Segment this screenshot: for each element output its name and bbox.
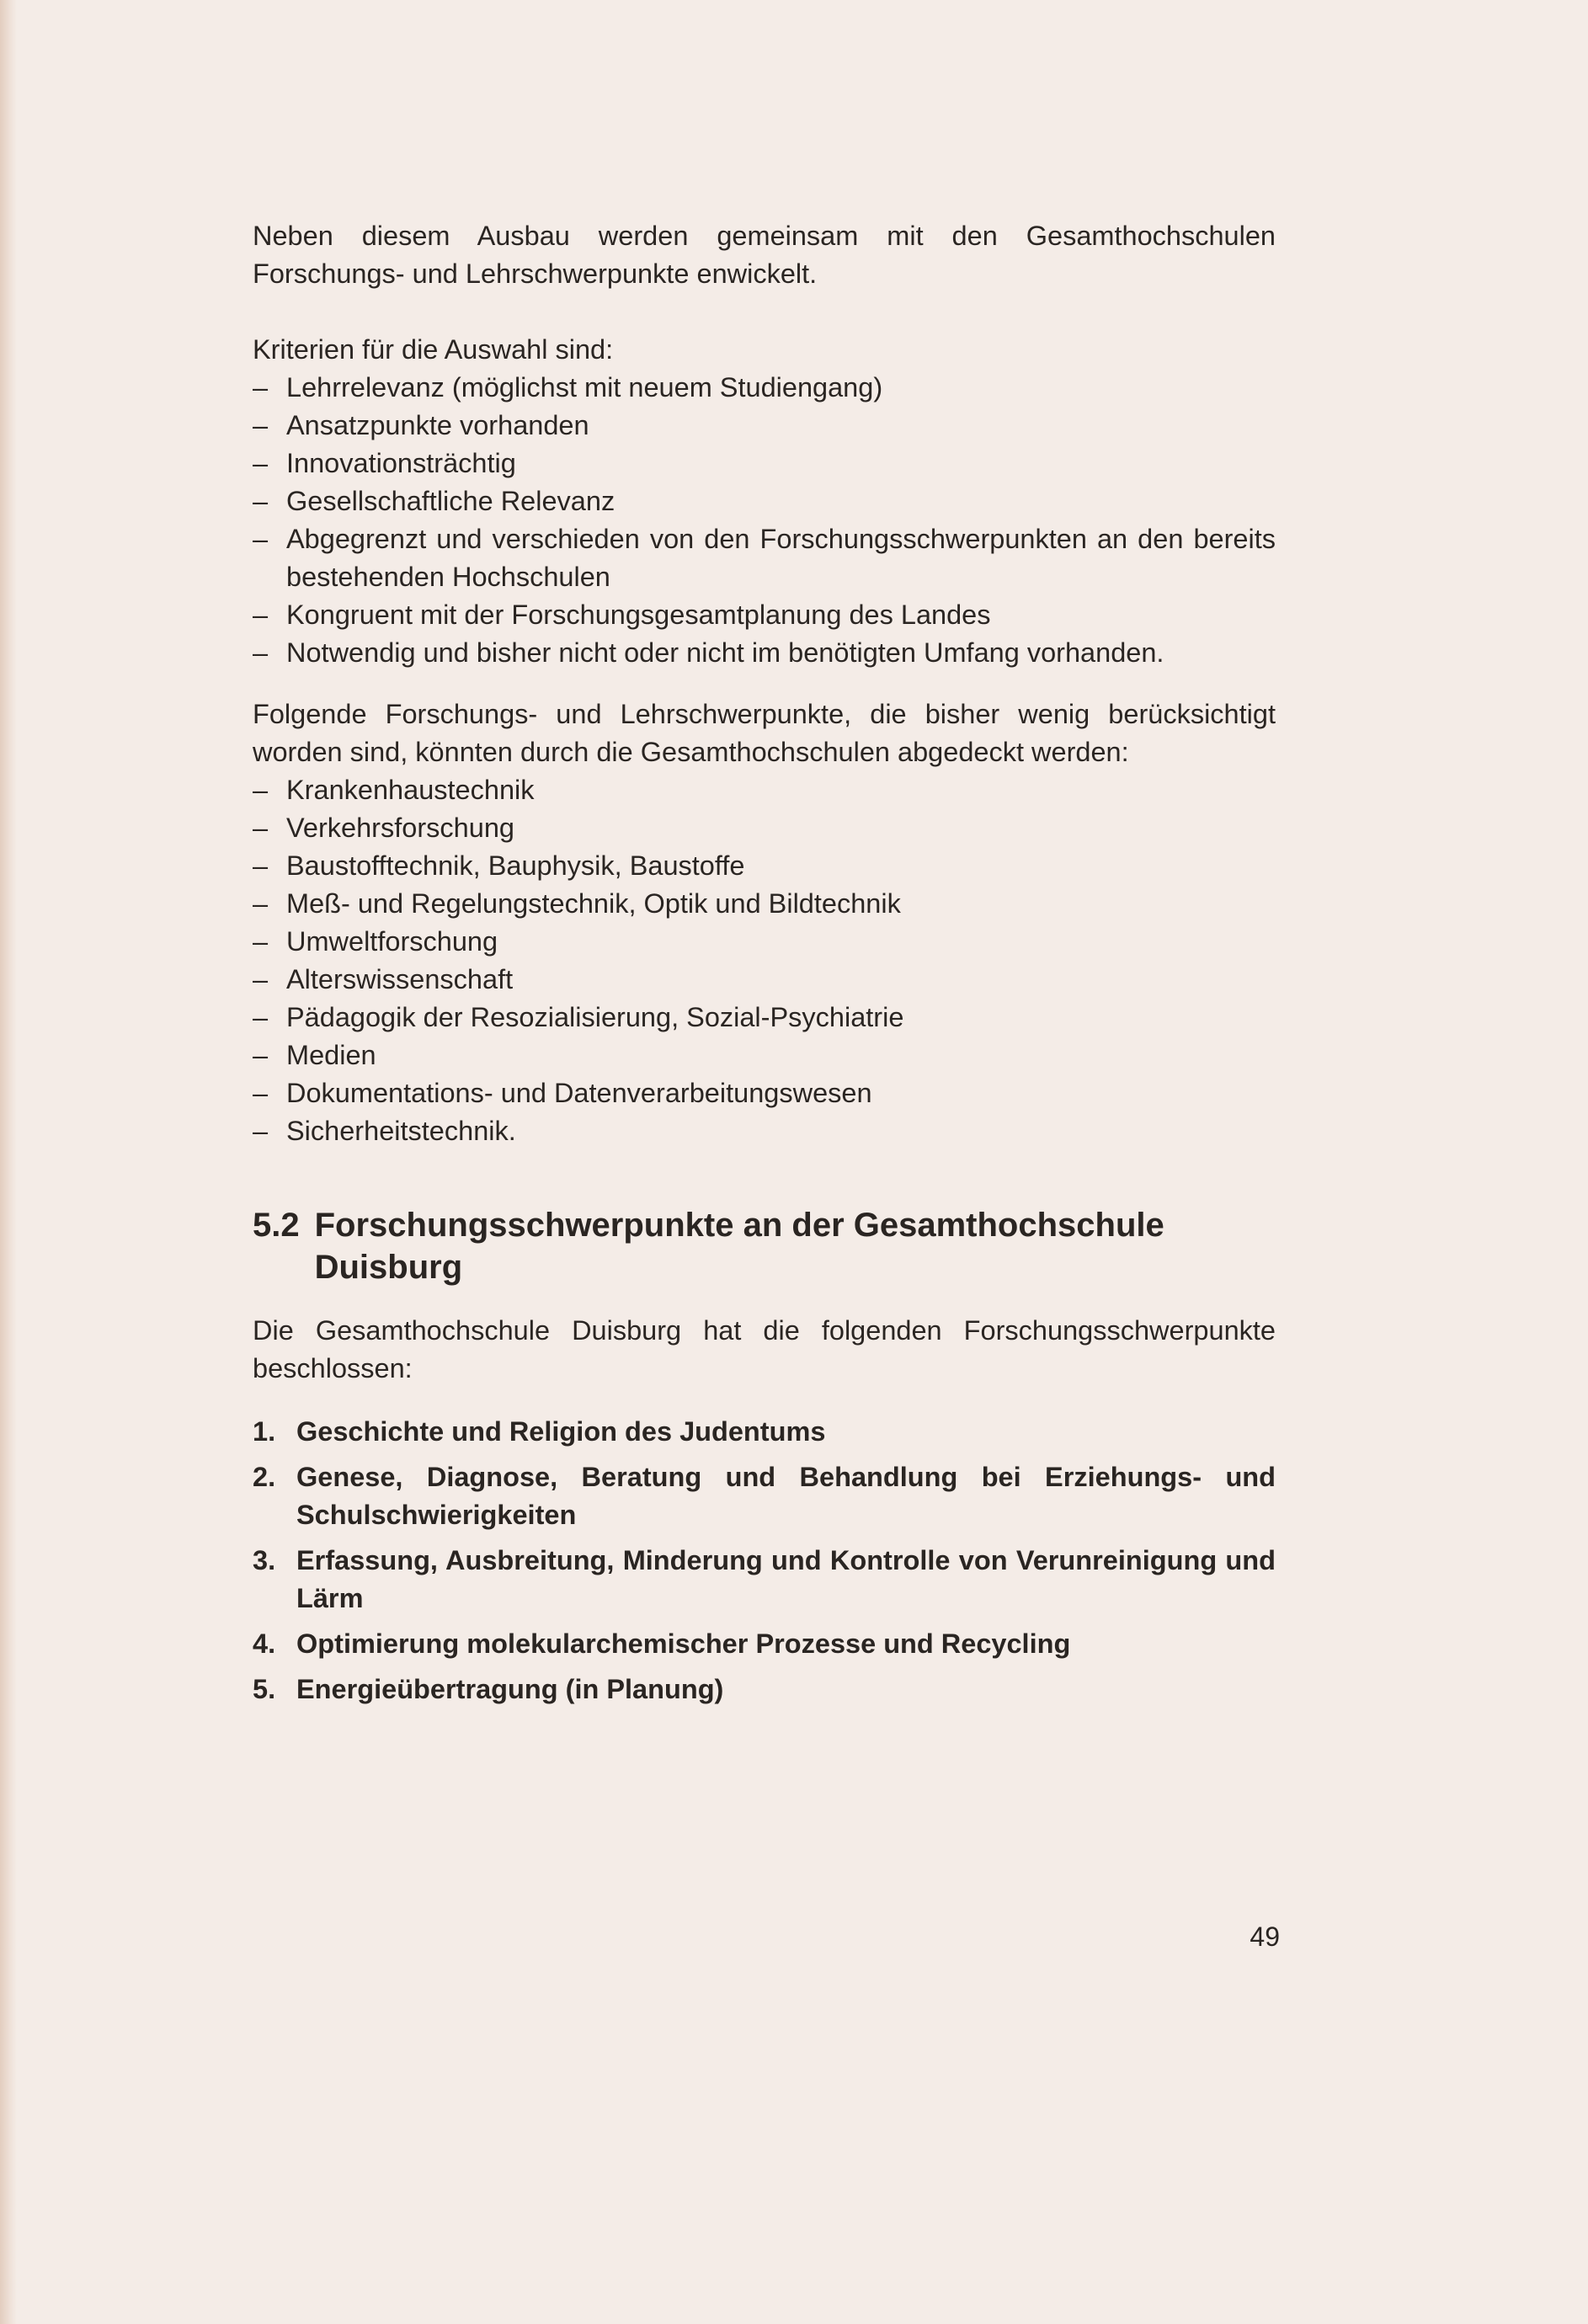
topics-list	[253, 771, 1276, 1150]
list-item-text: Erfassung, Ausbreitung, Minderung und Kontrolle von Verunreinigung und Lärm	[296, 1545, 1276, 1613]
list-item: – Medien	[253, 1037, 1276, 1074]
list-item: – Dokumentations- und Datenverarbeitungswesen	[253, 1074, 1276, 1112]
list-item-number: 3.	[253, 1545, 276, 1575]
list-item-text: Geschichte und Religion des Judentums	[296, 1416, 826, 1447]
list-item: – Abgegrenzt und verschieden von den Forschungsschwerpunkten an den bereits bestehenden Hochschulen	[253, 520, 1276, 596]
page-content	[253, 217, 1276, 1716]
list-item: – Lehrrelevanz (möglichst mit neuem Studiengang)	[253, 369, 1276, 407]
criteria-list	[253, 369, 1276, 672]
list-item: – Ansatzpunkte vorhanden	[253, 407, 1276, 445]
list-item	[253, 1625, 1276, 1663]
research-focus-list	[253, 1413, 1276, 1708]
topics-intro-paragraph: Folgende Forschungs- und Lehrschwerpunkte, die bisher wenig berücksichtigt worden sind, könnten durch die Gesamthochschulen abgedeckt werden:	[253, 699, 1276, 767]
section-title: Forschungsschwerpunkte an der Gesamthochschule Duisburg	[314, 1207, 1164, 1286]
page-number: 49	[1250, 1922, 1280, 1952]
list-item-number: 2.	[253, 1462, 276, 1492]
list-item: – Umweltforschung	[253, 923, 1276, 961]
list-item: – Sicherheitstechnik.	[253, 1112, 1276, 1150]
list-item-number: 4.	[253, 1628, 276, 1659]
list-item: – Baustofftechnik, Bauphysik, Baustoffe	[253, 847, 1276, 885]
list-item	[253, 1542, 1276, 1618]
list-item-number: 5.	[253, 1674, 276, 1704]
list-item-text: Energieübertragung (in Planung)	[296, 1674, 724, 1704]
list-item: – Alterswissenschaft	[253, 961, 1276, 999]
list-item: – Innovationsträchtig	[253, 445, 1276, 482]
list-item: – Kongruent mit der Forschungsgesamtplanung des Landes	[253, 596, 1276, 634]
list-item: – Meß- und Regelungstechnik, Optik und Bildtechnik	[253, 885, 1276, 923]
list-item-text: Optimierung molekularchemischer Prozesse und Recycling	[296, 1628, 1071, 1659]
list-item: – Gesellschaftliche Relevanz	[253, 482, 1276, 520]
list-item: – Pädagogik der Resozialisierung, Sozial-Psychiatrie	[253, 999, 1276, 1037]
list-item	[253, 1413, 1276, 1451]
list-item	[253, 1671, 1276, 1708]
intro-paragraph: Neben diesem Ausbau werden gemeinsam mit den Gesamthochschulen Forschungs- und Lehrschwerpunkte enwickelt.	[253, 221, 1276, 289]
criteria-heading: Kriterien für die Auswahl sind:	[253, 334, 614, 365]
section-number: 5.2	[253, 1207, 300, 1244]
section-intro-paragraph: Die Gesamthochschule Duisburg hat die folgenden Forschungsschwerpunkte beschlossen:	[253, 1315, 1276, 1383]
page-edge	[0, 0, 17, 2324]
list-item-text: Genese, Diagnose, Beratung und Behandlung bei Erziehungs- und Schulschwierigkeiten	[296, 1462, 1276, 1530]
list-item: – Krankenhaustechnik	[253, 771, 1276, 809]
list-item: – Notwendig und bisher nicht oder nicht im benötigten Umfang vorhanden.	[253, 634, 1276, 672]
list-item: – Verkehrsforschung	[253, 809, 1276, 847]
list-item	[253, 1458, 1276, 1534]
section-heading	[253, 1204, 1276, 1288]
list-item-number: 1.	[253, 1416, 276, 1447]
